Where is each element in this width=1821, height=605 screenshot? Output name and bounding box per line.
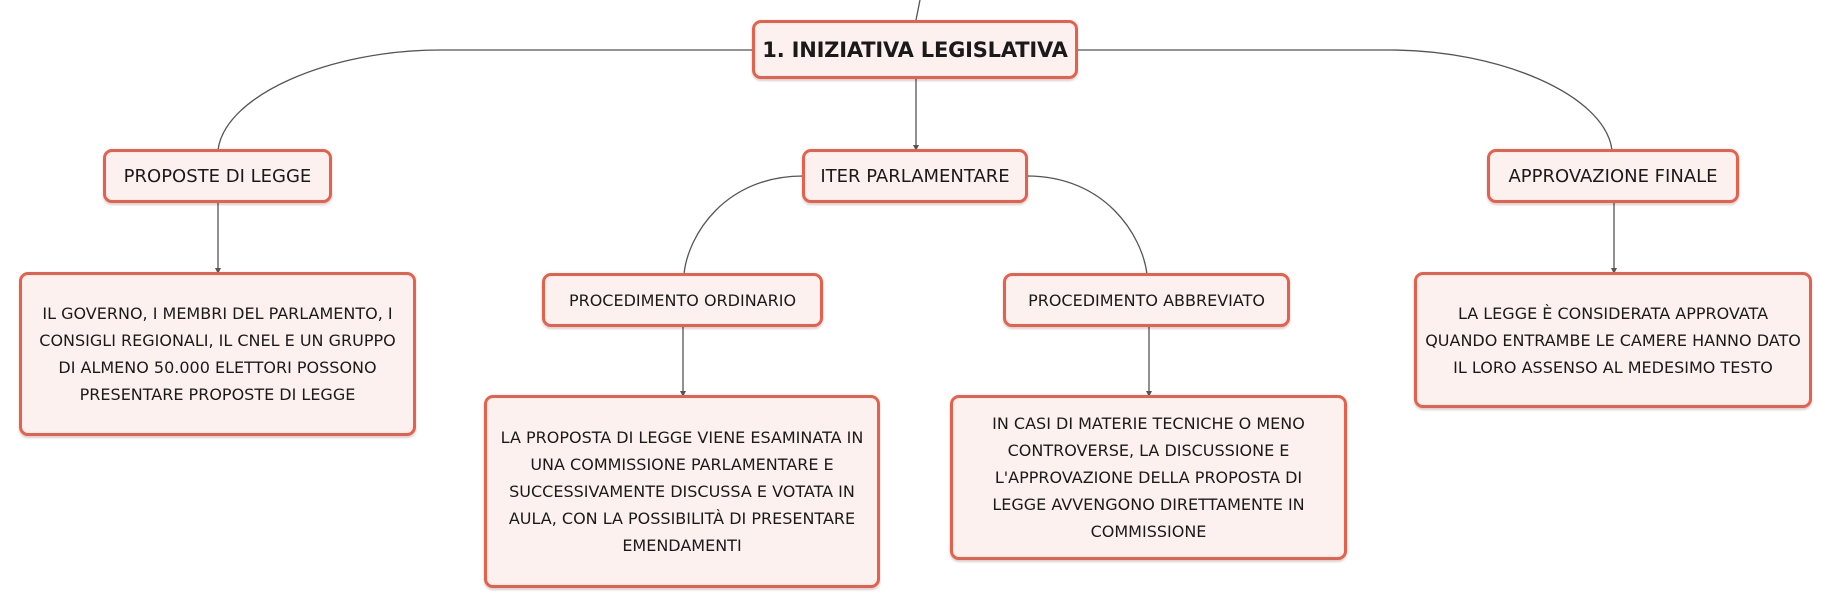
abbreviato-detail-text: IN CASI DI MATERIE TECNICHE O MENO CONTROVERSE, LA DISCUSSIONE E L'APPROVAZIONE DELLA PROPOSTA DI LEGGE AVVENGONO DIRETTAMENTE IN COMMISSIONE xyxy=(992,414,1305,541)
proposte-detail-node[interactable] xyxy=(19,272,416,436)
connector-iter-to-abbreviato xyxy=(1027,176,1147,274)
iter-node[interactable] xyxy=(802,149,1028,203)
ordinario-detail-text: LA PROPOSTA DI LEGGE VIENE ESAMINATA IN UNA COMMISSIONE PARLAMENTARE E SUCCESSIVAMENTE DISCUSSA E VOTATA IN AULA, CON LA POSSIBILITÀ DI PRESENTARE EMENDAMENTI xyxy=(500,428,864,555)
abbreviato-label: PROCEDIMENTO ABBREVIATO xyxy=(1028,290,1265,310)
connector-root-to-proposte xyxy=(218,50,752,150)
approvazione-node[interactable] xyxy=(1487,149,1739,203)
approvazione-label: APPROVAZIONE FINALE xyxy=(1508,165,1718,187)
abbreviato-detail-node[interactable] xyxy=(950,395,1347,560)
ordinario-detail-node[interactable] xyxy=(484,395,880,588)
proposte-detail-text: IL GOVERNO, I MEMBRI DEL PARLAMENTO, I CONSIGLI REGIONALI, IL CNEL E UN GRUPPO DI ALMENO 50.000 ELETTORI POSSONO PRESENTARE PROPOSTE DI LEGGE xyxy=(39,304,396,404)
proposte-label: PROPOSTE DI LEGGE xyxy=(123,165,312,187)
approvazione-detail-text: LA LEGGE È CONSIDERATA APPROVATA QUANDO ENTRAMBE LE CAMERE HANNO DATO IL LORO ASSENSO AL MEDESIMO TESTO xyxy=(1425,303,1801,377)
connector-parent-to-root xyxy=(916,0,920,20)
approvazione-detail-node[interactable] xyxy=(1414,272,1812,408)
root-node[interactable] xyxy=(752,20,1078,79)
root-label: 1. INIZIATIVA LEGISLATIVA xyxy=(762,37,1068,62)
ordinario-label: PROCEDIMENTO ORDINARIO xyxy=(568,290,797,310)
abbreviato-node[interactable] xyxy=(1003,273,1290,327)
iter-label: ITER PARLAMENTARE xyxy=(820,165,1010,187)
ordinario-node[interactable] xyxy=(542,273,823,327)
connector-iter-to-ordinario xyxy=(684,176,803,274)
proposte-node[interactable] xyxy=(103,149,332,203)
connector-root-to-approvazione xyxy=(1078,50,1612,150)
